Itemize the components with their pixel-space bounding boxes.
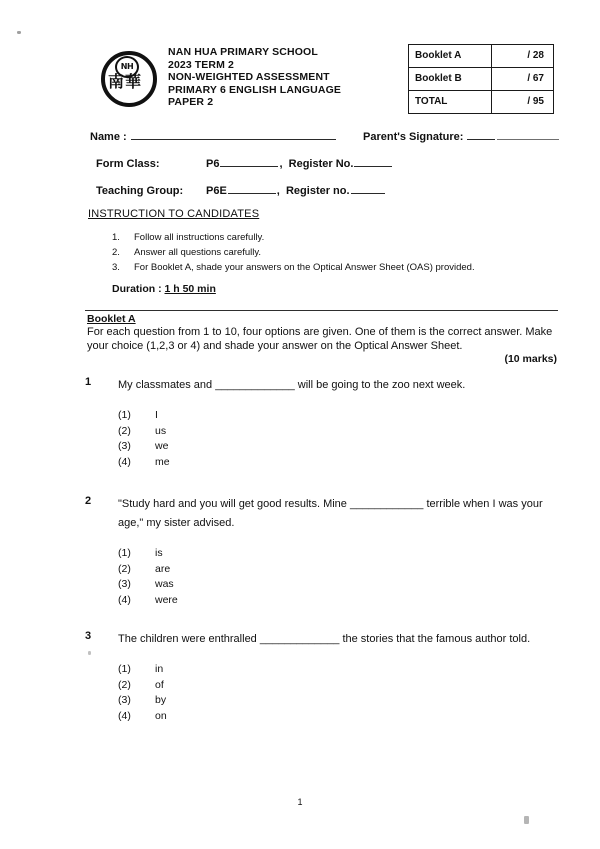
marks-row-label: TOTAL <box>409 91 492 114</box>
duration-label: Duration : <box>112 283 162 295</box>
option-text: by <box>155 694 167 706</box>
instructions-list <box>112 230 475 275</box>
term-line: 2023 TERM 2 <box>168 58 234 71</box>
question-1 <box>85 376 560 470</box>
teaching-group-field[interactable] <box>96 182 386 197</box>
form-class-comma: , <box>279 158 283 170</box>
option-list <box>118 662 560 724</box>
question-2 <box>85 495 560 608</box>
option-number: (3) <box>118 694 131 706</box>
option-number: (4) <box>118 593 131 606</box>
question-3 <box>85 630 560 724</box>
option-number: (4) <box>118 455 131 468</box>
option-number: (2) <box>118 424 131 437</box>
school-crest-logo <box>98 48 156 106</box>
option-item[interactable] <box>118 709 560 725</box>
booklet-heading: Booklet A <box>87 313 136 325</box>
table-row <box>409 91 554 114</box>
level-subject: PRIMARY 6 ENGLISH LANGUAGE <box>168 83 342 96</box>
instruction-number: 3. <box>112 262 120 273</box>
parent-signature-rule[interactable] <box>467 128 495 140</box>
crest-chinese-name: 南華 <box>107 72 142 91</box>
option-number: (2) <box>118 678 131 691</box>
instruction-text: Answer all questions carefully. <box>134 247 262 258</box>
marks-row-score: / 95 <box>492 91 554 114</box>
marks-row-score: / 28 <box>492 45 554 68</box>
paper-number: PAPER 2 <box>168 96 214 109</box>
option-text: are <box>155 562 171 575</box>
parent-signature-field[interactable] <box>363 128 560 143</box>
question-text: My classmates and _____________ will be going to the zoo next week. <box>118 379 466 391</box>
option-number: (1) <box>118 663 131 675</box>
option-text: was <box>155 578 174 590</box>
teaching-group-comma: , <box>276 185 280 197</box>
list-item <box>112 260 475 275</box>
option-number: (1) <box>118 547 131 559</box>
form-register-label: Register No. <box>288 158 354 170</box>
option-number: (3) <box>118 440 131 452</box>
option-text: I <box>155 409 158 421</box>
parent-signature-label: Parent's Signature: <box>363 131 464 143</box>
assessment-type: NON-WEIGHTED ASSESSMENT <box>168 71 330 84</box>
instruction-text: Follow all instructions carefully. <box>134 232 265 243</box>
duration-line <box>112 283 216 295</box>
instruction-number: 1. <box>112 232 120 243</box>
option-list <box>118 408 560 470</box>
option-text: in <box>155 663 164 675</box>
option-number: (4) <box>118 709 131 722</box>
table-row <box>409 45 554 68</box>
option-number: (1) <box>118 409 131 421</box>
option-item[interactable] <box>118 662 560 678</box>
teaching-register-label: Register no. <box>285 185 350 197</box>
question-number: 1 <box>85 376 92 388</box>
question-number: 2 <box>85 495 92 507</box>
name-label: Name : <box>90 131 127 143</box>
form-class-field[interactable] <box>96 155 393 170</box>
option-number: (2) <box>118 562 131 575</box>
form-register-rule[interactable] <box>354 155 392 167</box>
page-number: 1 <box>297 797 303 807</box>
teaching-group-label: Teaching Group: <box>96 185 184 197</box>
option-item[interactable] <box>118 593 560 609</box>
question-number: 3 <box>85 630 92 642</box>
option-item[interactable] <box>118 577 560 593</box>
question-text: The children were enthralled _____________ the stories that the famous author told. <box>118 633 531 645</box>
scan-speck <box>524 816 529 824</box>
form-class-label: Form Class: <box>96 158 160 170</box>
teaching-group-rule[interactable] <box>228 182 276 194</box>
option-text: is <box>155 547 163 559</box>
crest-initials: NH <box>120 62 134 71</box>
name-input-rule[interactable] <box>131 128 336 140</box>
booklet-marks: (10 marks) <box>504 353 557 365</box>
booklet-instructions: For each question from 1 to 10, four options are given. One of them is the correct answer. Make your choice (1,2,3 or 4) and shade your answer on the Optical Answer Sheet. <box>87 326 553 352</box>
table-row <box>409 68 554 91</box>
instructions-heading: INSTRUCTION TO CANDIDATES <box>88 208 260 220</box>
question-text: "Study hard and you will get good results. Mine ____________ terrible when I was your age," my sister advised. <box>118 498 543 529</box>
list-item <box>112 245 475 260</box>
option-text: we <box>155 440 169 452</box>
option-text: me <box>155 455 170 468</box>
option-item[interactable] <box>118 562 560 578</box>
form-class-rule[interactable] <box>220 155 278 167</box>
duration-value: 1 h 50 min <box>164 283 216 295</box>
option-number: (3) <box>118 578 131 590</box>
marks-summary-table <box>408 44 554 114</box>
parent-signature-rule-faint[interactable] <box>497 128 559 140</box>
option-item[interactable] <box>118 455 560 471</box>
teaching-group-prefix: P6E <box>206 185 227 197</box>
document-header <box>98 44 341 109</box>
option-text: were <box>155 593 178 606</box>
instruction-text: For Booklet A, shade your answers on the Optical Answer Sheet (OAS) provided. <box>134 262 475 273</box>
marks-row-label: Booklet B <box>409 68 492 91</box>
option-item[interactable] <box>118 408 560 424</box>
instruction-number: 2. <box>112 247 120 258</box>
option-item[interactable] <box>118 678 560 694</box>
scan-speck <box>17 31 21 34</box>
option-text: of <box>155 678 164 691</box>
marks-row-score: / 67 <box>492 68 554 91</box>
marks-row-label: Booklet A <box>409 45 492 68</box>
school-name: NAN HUA PRIMARY SCHOOL <box>168 46 318 58</box>
option-item[interactable] <box>118 424 560 440</box>
teaching-register-rule[interactable] <box>351 182 385 194</box>
section-divider <box>85 310 558 311</box>
option-text: on <box>155 709 167 722</box>
form-class-prefix: P6 <box>206 158 220 170</box>
school-title-block <box>168 44 341 109</box>
option-item[interactable] <box>118 693 560 709</box>
option-item[interactable] <box>118 546 560 562</box>
option-item[interactable] <box>118 439 560 455</box>
list-item <box>112 230 475 245</box>
name-field[interactable] <box>90 128 337 143</box>
option-text: us <box>155 424 167 437</box>
option-list <box>118 546 560 608</box>
